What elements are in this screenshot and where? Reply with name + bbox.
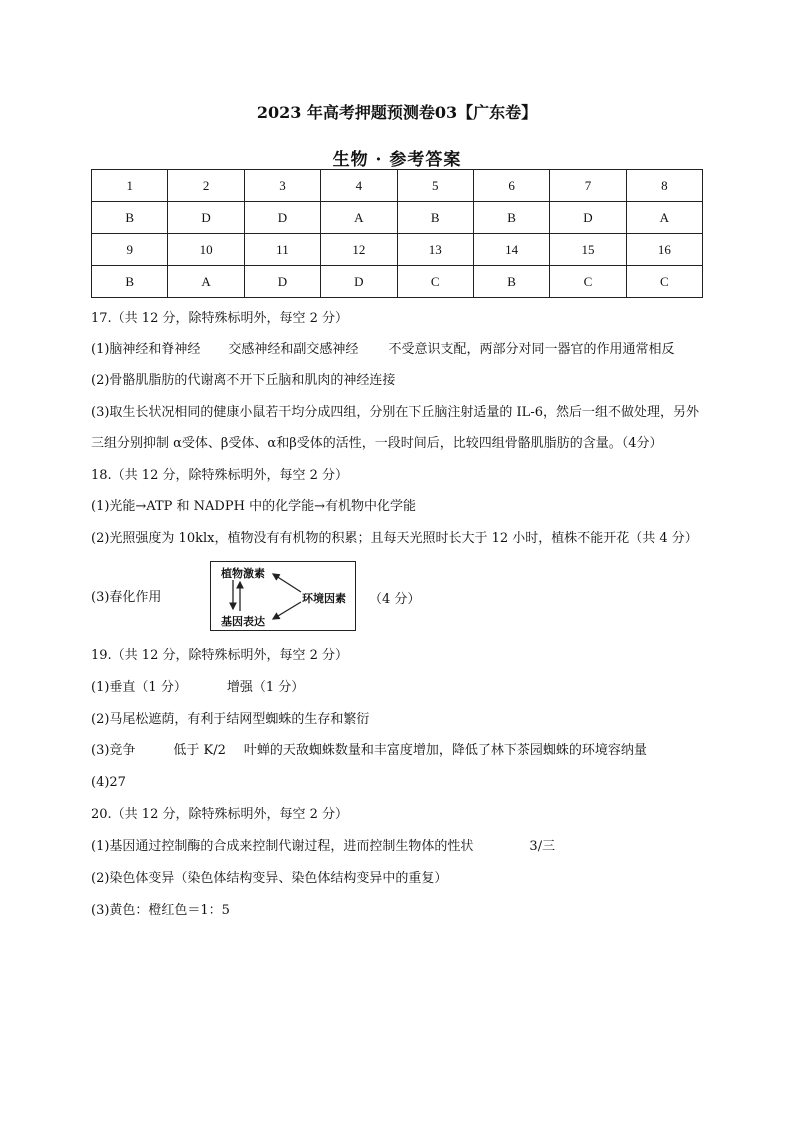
table-cell: 2 — [168, 170, 244, 202]
q18-answer-3: (3)春化作用 — [91, 590, 162, 605]
q18-answer-1: (1)光能→ATP 和 NADPH 中的化学能→有机物中化学能 — [91, 499, 416, 514]
table-cell: 9 — [92, 234, 168, 266]
q20-a1b: 3/三 — [529, 839, 556, 854]
table-cell: A — [626, 202, 702, 234]
q19-answer-2: (2)马尾松遮荫，有利于结网型蜘蛛的生存和繁衍 — [91, 712, 370, 727]
q18-answer-3-score: （4 分） — [369, 592, 421, 607]
table-cell: D — [321, 266, 397, 298]
q17-answer-3-line2: 三组分别抑制 α受体、β受体、α和β受体的活性，一段时间后，比较四组骨骼肌脂肪的含量。（4分） — [91, 436, 663, 451]
node-environment: 环境因素 — [302, 592, 346, 605]
table-row-question-numbers — [92, 170, 703, 202]
q17-heading: 17.（共 12 分，除特殊标明外，每空 2 分） — [91, 311, 349, 326]
table-cell: A — [168, 266, 244, 298]
q19-answer-3 — [91, 742, 647, 760]
q17-a1b: 交感神经和副交感神经 — [228, 342, 359, 357]
q20-a1: (1)基因通过控制酶的合成来控制代谢过程，进而控制生物体的性状 — [91, 839, 474, 854]
table-cell: 6 — [473, 170, 549, 202]
page-subtitle: 生物 · 参考答案 — [332, 150, 462, 170]
regulation-diagram — [210, 561, 356, 631]
table-cell: 14 — [473, 234, 549, 266]
table-cell: B — [92, 202, 168, 234]
table-cell: B — [397, 202, 473, 234]
table-cell: 15 — [550, 234, 626, 266]
q20-answer-3: (3)黄色：橙红色＝1：5 — [91, 903, 230, 918]
q19-a3: (3)竞争 — [91, 743, 136, 758]
table-cell: C — [550, 266, 626, 298]
table-cell: C — [626, 266, 702, 298]
arrow-env-to-gene — [273, 602, 301, 619]
table-cell: 10 — [168, 234, 244, 266]
q19-a1b: 增强（1 分） — [226, 680, 305, 695]
table-row-answers — [92, 202, 703, 234]
q19-answer-4: (4)27 — [91, 775, 126, 790]
table-cell: D — [550, 202, 626, 234]
table-cell: A — [321, 202, 397, 234]
table-cell: B — [473, 202, 549, 234]
table-cell: 11 — [244, 234, 320, 266]
table-cell: 16 — [626, 234, 702, 266]
q17-a1c: 不受意识支配，两部分对同一器官的作用通常相反 — [388, 342, 675, 357]
table-cell: D — [244, 266, 320, 298]
table-cell: 5 — [397, 170, 473, 202]
table-cell: 4 — [321, 170, 397, 202]
table-cell: B — [92, 266, 168, 298]
table-row-answers — [92, 266, 703, 298]
q19-answer-1 — [91, 679, 304, 697]
table-cell: 12 — [321, 234, 397, 266]
table-cell: 7 — [550, 170, 626, 202]
table-cell: 8 — [626, 170, 702, 202]
q19-a1: (1)垂直（1 分） — [91, 680, 187, 695]
q17-answer-1 — [91, 341, 674, 359]
answer-table — [91, 169, 703, 298]
table-cell: D — [244, 202, 320, 234]
q18-heading: 18.（共 12 分，除特殊标明外，每空 2 分） — [91, 468, 349, 483]
q17-answer-3-line1: (3)取生长状况相同的健康小鼠若干均分成四组，分别在下丘脑注射适量的 IL-6，然后一组不做处理，另外 — [91, 405, 699, 420]
page-title: 2023 年高考押题预测卷03【广东卷】 — [256, 103, 538, 122]
table-cell: 3 — [244, 170, 320, 202]
table-cell: 13 — [397, 234, 473, 266]
table-cell: B — [473, 266, 549, 298]
table-row-question-numbers — [92, 234, 703, 266]
node-gene-expression: 基因表达 — [221, 615, 265, 628]
q19-a3c: 叶蝉的天敌蜘蛛数量和丰富度增加，降低了林下茶园蜘蛛的环境容纳量 — [243, 743, 647, 758]
arrow-env-to-hormone — [273, 574, 301, 592]
q20-heading: 20.（共 12 分，除特殊标明外，每空 2 分） — [91, 807, 349, 822]
q19-a3b: 低于 K/2 — [173, 743, 226, 758]
node-plant-hormone: 植物激素 — [221, 567, 265, 580]
table-cell: D — [168, 202, 244, 234]
q17-answer-2: (2)骨骼肌脂肪的代谢离不开下丘脑和肌肉的神经连接 — [91, 373, 396, 388]
table-cell: C — [397, 266, 473, 298]
q20-answer-2: (2)染色体变异（染色体结构变异、染色体结构变异中的重复） — [91, 871, 448, 886]
q19-heading: 19.（共 12 分，除特殊标明外，每空 2 分） — [91, 648, 349, 663]
q18-answer-2: (2)光照强度为 10klx，植物没有有机物的积累；且每天光照时长大于 12 小时，植株不能开花（共 4 分） — [91, 531, 698, 546]
q20-answer-1 — [91, 838, 555, 856]
q17-a1: (1)脑神经和脊神经 — [91, 342, 201, 357]
table-cell: 1 — [92, 170, 168, 202]
